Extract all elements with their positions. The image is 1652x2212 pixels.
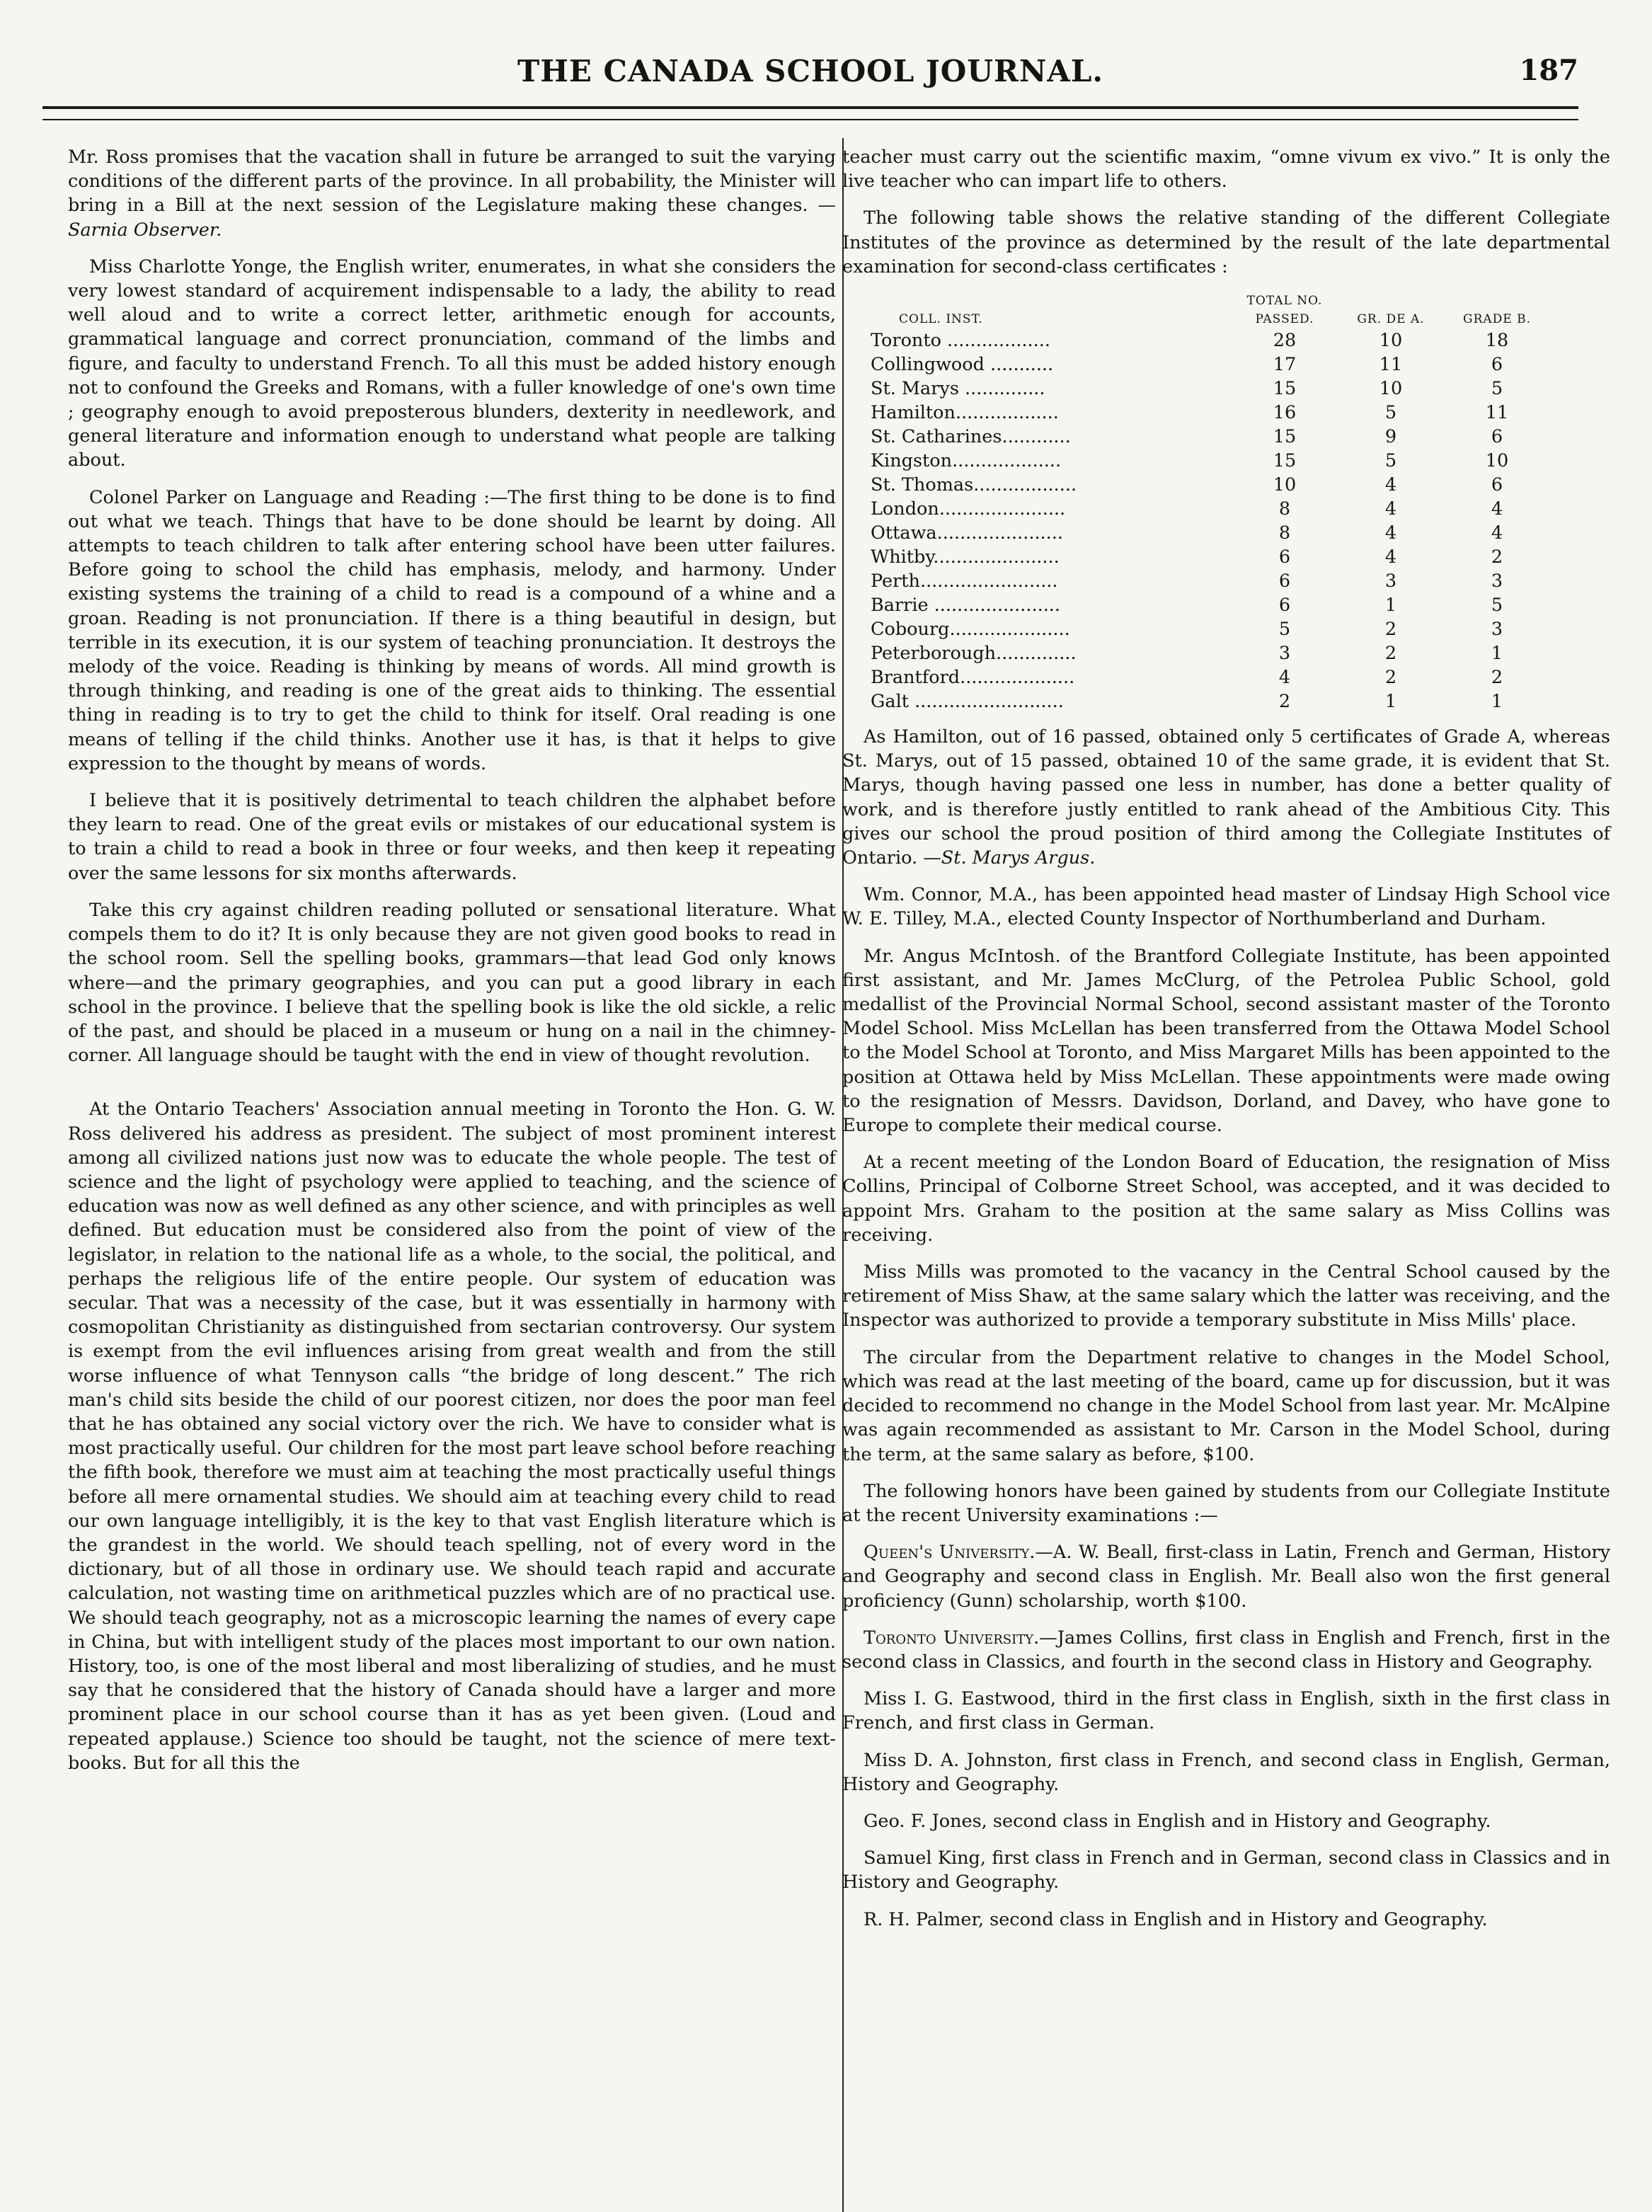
paragraph-text: As Hamilton, out of 16 passed, obtained only 5 certificates of Grade A, whereas St. Marys, out of 15 passed, obtained 10 of the same grade, it is evident that St. Marys, though having passed one less in number, has done a better quality of work, and is therefore justly entitled to rank ahead of the Ambitious City. This gives our school the proud position of third among the Collegiate Institutes of Ontario. [842,726,1610,869]
grade-a-cell: 4 [1384,498,1397,520]
table-row [871,617,1550,641]
passed-cell: 5 [1278,619,1291,641]
paragraph-table-intro: The following table shows the relative standing of the different Collegiate Institutes of the province as determined by the result of the late departmental examination for second-class certificates : [842,207,1610,277]
grade-b-cell: 6 [1491,354,1503,376]
leader-dots: .................... [960,667,1075,689]
paragraph-queens [842,1540,1610,1613]
paragraph-alphabet: I believe that it is positively detrimental to teach children the alphabet before they learn to read. One of the great evils or mistakes of our educational system is to train a child to read a book in three or four weeks, and then keep it repeating over the same lessons for six months afterwards. [68,790,836,884]
grade-b-cell: 2 [1491,667,1503,689]
leader-dots: ........................ [919,571,1058,592]
institute-name: St. Thomas [871,474,974,496]
grade-a-cell: 1 [1384,595,1397,617]
table-row [871,425,1550,449]
table-row [871,401,1550,425]
grade-b-cell: 1 [1491,643,1503,665]
leader-dots: ...................... [933,546,1060,568]
right-column [842,145,1610,1944]
grade-b-cell: 5 [1491,378,1503,400]
institute-name: Ottawa [871,522,937,544]
paragraph-toronto-university [842,1626,1610,1674]
grade-b-cell: 3 [1491,619,1503,641]
passed-cell: 10 [1273,474,1297,496]
university-name: Toronto University. [864,1627,1040,1649]
paragraph-mcintosh: Mr. Angus McIntosh. of the Brantford Collegiate Institute, has been appointed first assistant, and Mr. James McClurg, of the Petrolea Public School, gold medallist of the Provincial Normal School, second assistant master of the Toronto Model School. Miss McLellan has been transferred from the Ottawa Model School to the Model School at Toronto, and Miss Margaret Mills has been appointed to the position at Ottawa held by Miss McLellan. These appointments were made owing to the resignation of Messrs. Davidson, Dorland, and Davey, who have gone to Europe to complete their medical course. [842,945,1610,1137]
institute-name: Kingston [871,450,953,472]
passed-cell: 17 [1273,354,1297,376]
source-credit: —St. Marys Argus. [923,847,1096,869]
grade-b-cell: 4 [1491,498,1503,520]
table-row [871,353,1550,377]
table-row [871,497,1550,521]
grade-a-cell: 2 [1384,667,1397,689]
paragraph-text: —James Collins, first class in English and French, first in the second class in Classics, and fourth in the second class in History and Geography. [842,1627,1611,1673]
grade-b-cell: 11 [1485,402,1509,424]
passed-cell: 15 [1273,426,1297,448]
passed-cell: 8 [1278,498,1291,520]
standing-table [871,292,1550,714]
paragraph-text: Mr. Ross promises that the vacation shall in future be arranged to suit the varying conditions of the different parts of the province. In all probability, the Minister will bring in a Bill at the next session of the Legislature making these changes. [68,147,836,217]
table-header-row-top [871,292,1550,310]
grade-a-cell: 2 [1384,619,1397,641]
passed-cell: 16 [1273,402,1297,424]
grade-a-cell: 10 [1379,378,1403,400]
column-header: GR. DE A. [1357,312,1425,327]
institute-name: Collingwood [871,354,985,376]
grade-b-cell: 3 [1491,571,1503,592]
column-header: COLL. INST. [899,312,983,327]
university-name: Queen's University. [864,1542,1036,1564]
paragraph-hamilton-stmarys [842,725,1610,870]
table-header-total: TOTAL NO. [1246,294,1323,309]
left-column [68,145,836,1788]
grade-a-cell: 4 [1384,474,1397,496]
passed-cell: 6 [1278,546,1291,568]
institute-name: Whitby [871,546,934,568]
passed-cell: 28 [1273,330,1297,352]
grade-b-cell: 6 [1491,474,1503,496]
grade-a-cell: 2 [1384,643,1397,665]
leader-dots: ............ [1002,426,1071,448]
paragraph-jones: Geo. F. Jones, second class in English and in History and Geography. [864,1810,1491,1832]
leader-dots: .............. [996,643,1077,665]
institute-name: Brantford [871,667,960,689]
table-row [871,641,1550,665]
leader-dots: .......................... [908,691,1064,713]
paragraph-live-teacher: teacher must carry out the scientific maxim, “omne vivum ex vivo.” It is only the live teacher who can impart life to others. [842,147,1610,193]
institute-name: Perth [871,571,920,592]
grade-b-cell: 6 [1491,426,1503,448]
paragraph-circular: The circular from the Department relative to changes in the Model School, which was read at the last meeting of the board, came up for discussion, but it was decided to recommend no change in the Model School from last year. Mr. McAlpine was again recommended as assistant to Mr. Carson in the Model School, during the term, at the same salary as before, $100. [842,1346,1610,1465]
table-row [871,328,1550,353]
paragraph-yonge: Miss Charlotte Yonge, the English writer, enumerates, in what she considers the very lowest standard of acquirement indispensable to a lady, the ability to read well aloud and to write a correct letter, arithmetic enough for accounts, grammatical language and correct pronunciation, command of the limbs and figure, and faculty to understand French. To all this must be added history enough not to confound the Greeks and Romans, with a fuller knowledge of one's own time ; geography enough to avoid preposterous blunders, dexterity in needlework, and general literature and information enough to understand what people are talking about. [68,256,836,471]
leader-dots: .................. [941,330,1050,352]
grade-b-cell: 10 [1485,450,1509,472]
paragraph-eastwood: Miss I. G. Eastwood, third in the first class in English, sixth in the first class in French, and first class in German. [842,1688,1610,1734]
passed-cell: 15 [1273,450,1297,472]
paragraph-honors-intro: The following honors have been gained by students from our Collegiate Institute at the recent University examinations :— [842,1480,1610,1526]
passed-cell: 8 [1278,522,1291,544]
institute-name: Galt [871,691,909,713]
paragraph-johnston: Miss D. A. Johnston, first class in French, and second class in English, German, History and Geography. [842,1749,1610,1795]
paragraph-palmer: R. H. Palmer, second class in English and in History and Geography. [864,1908,1488,1930]
grade-a-cell: 5 [1384,402,1397,424]
table-header-row [871,310,1550,328]
institute-name: St. Catharines [871,426,1002,448]
column-header: PASSED. [1255,312,1314,327]
grade-b-cell: 18 [1485,330,1509,352]
paragraph-literature: Take this cry against children reading polluted or sensational literature. What compels them to do it? It is only because they are not given good books to read in the school room. Sell the spelling books, grammars—that lead God only knows where—and the primary geographies, and you can put a good library in each school in the province. I believe that the spelling book is like the old sickle, a relic of the past, and should be placed in a museum or hung on a nail in the chimney-corner. All language should be taught with the end in view of thought revolution. [68,899,836,1067]
header-rule [42,106,1578,109]
institute-name: Cobourg [871,619,950,641]
paragraph-parker: Colonel Parker on Language and Reading :—The first thing to be done is to find out what we teach. Things that have to be done should be learnt by doing. All attempts to teach children to talk after entering school have been utter failures. Before going to school the child has emphasis, melody, and harmony. Under existing systems the training of a child to read is a compound of a whine and a groan. Reading is not pronunciation. If there is a thing beautiful in design, but terrible in its execution, it is our system of teaching pronunciation. It destroys the melody of the voice. Reading is thinking by means of words. All mind growth is through thinking, and reading is one of the great aids to thinking. The essential thing in reading is to try to get the child to think for itself. Oral reading is one means of telling if the child thinks. Another use it has, is that it helps to give expression to the thought by means of words. [68,486,836,774]
header-rule-thin [42,119,1578,120]
paragraph-teachers-association: At the Ontario Teachers' Association annual meeting in Toronto the Hon. G. W. Ross delivered his address as president. The subject of most prominent interest among all civilized nations just now was to educate the whole people. The test of science and the light of psychology were applied to teaching, and the science of education was now as well defined as any other science, and with principles as well defined. But education must be considered also from the point of view of the legislator, in relation to the national life as a whole, to the social, the political, and perhaps the religious life of the entire people. Our system of education was secular. That was a necessity of the case, but it was essentially in harmony with cosmopolitan Christianity as distinguished from sectarian controversy. Our system is exempt from the evil influences arising from great wealth and from the still worse influence of what Tennyson calls “the bridge of long descent.” The rich man's child sits beside the child of our poorest citizen, nor does the poor man feel that he has obtained any social victory over the rich. We have to consider what is most practically useful. Our children for the most part leave school before reaching the fifth book, therefore we must aim at teaching the most practically useful things before all mere ornamental studies. We should aim at teaching every child to read our own language intelligibly, it is the key to that vast English literature which is the grandest in the world. We should teach spelling, not of every word in the dictionary, but of all those in ordinary use. We should teach rapid and accurate calculation, not wasting time on arithmetical puzzles which are of no practical use. We should teach geography, not as a microscopic learning the names of every cape in China, but with intelligent study of the places most important to our own nation. History, too, is one of the most liberal and most liberalizing of studies, and he must say that he considered that the history of Canada should have a larger and more prominent place in our school course than it has as yet been given. (Loud and repeated applause.) Science too should be taught, not the science of mere text-books. But for all this the [68,1099,836,1774]
leader-dots: ...................... [928,595,1061,617]
table-row [871,545,1550,569]
paragraph-connor: Wm. Connor, M.A., has been appointed head master of Lindsay High School vice W. E. Tilley, M.A., elected County Inspector of Northumberland and Durham. [842,884,1610,930]
page-number: 187 [1519,54,1578,87]
table-row [871,521,1550,545]
institute-name: Hamilton [871,402,956,424]
paragraph-london-board: At a recent meeting of the London Board of Education, the resignation of Miss Collins, Principal of Colborne Street School, was accepted, and it was decided to appoint Mrs. Graham to the position at the same salary as Miss Collins was receiving. [842,1152,1610,1246]
grade-a-cell: 3 [1384,571,1397,592]
paragraph-miss-mills: Miss Mills was promoted to the vacancy in the Central School caused by the retirement of Miss Shaw, at the same salary which the latter was receiving, and the Inspector was authorized to provide a temporary substitute in Miss Mills' place. [842,1261,1610,1331]
grade-b-cell: 1 [1491,691,1503,713]
paragraph-king: Samuel King, first class in French and in German, second class in Classics and in History and Geography. [842,1847,1610,1893]
institute-name: London [871,498,939,520]
paragraph-vacation [68,145,836,242]
table-row [871,449,1550,473]
institute-name: Peterborough [871,643,997,665]
table-row [871,569,1550,593]
institute-name: Barrie [871,595,929,617]
grade-a-cell: 1 [1384,691,1397,713]
passed-cell: 4 [1278,667,1291,689]
table-row [871,593,1550,617]
grade-b-cell: 4 [1491,522,1503,544]
table-row [871,689,1550,714]
leader-dots: ................... [952,450,1062,472]
leader-dots: ..................... [949,619,1070,641]
grade-a-cell: 11 [1379,354,1403,376]
passed-cell: 2 [1278,691,1291,713]
table-row [871,377,1550,401]
leader-dots: .................. [973,474,1077,496]
paragraph-text: —A. W. Beall, first-class in Latin, French and German, History and Geography and second class in English. Mr. Beall also won the first general proficiency (Gunn) scholarship, worth $100. [842,1542,1610,1612]
source-credit: —Sarnia Observer. [68,195,836,241]
grade-b-cell: 5 [1491,595,1503,617]
table-row [871,665,1550,689]
leader-dots: .................. [955,402,1059,424]
grade-a-cell: 4 [1384,546,1397,568]
grade-b-cell: 2 [1491,546,1503,568]
passed-cell: 15 [1273,378,1297,400]
grade-a-cell: 4 [1384,522,1397,544]
passed-cell: 6 [1278,595,1291,617]
table-row [871,473,1550,497]
grade-a-cell: 10 [1379,330,1403,352]
institute-name: Toronto [871,330,941,352]
column-header: GRADE B. [1463,312,1531,327]
leader-dots: ...................... [939,498,1066,520]
passed-cell: 6 [1278,571,1291,592]
journal-title: THE CANADA SCHOOL JOURNAL. [517,54,1104,88]
leader-dots: .............. [958,378,1045,400]
institute-name: St. Marys [871,378,959,400]
passed-cell: 3 [1278,643,1291,665]
leader-dots: ........... [984,354,1054,376]
grade-a-cell: 9 [1384,426,1397,448]
grade-a-cell: 5 [1384,450,1397,472]
running-header [42,54,1578,96]
leader-dots: ...................... [936,522,1063,544]
